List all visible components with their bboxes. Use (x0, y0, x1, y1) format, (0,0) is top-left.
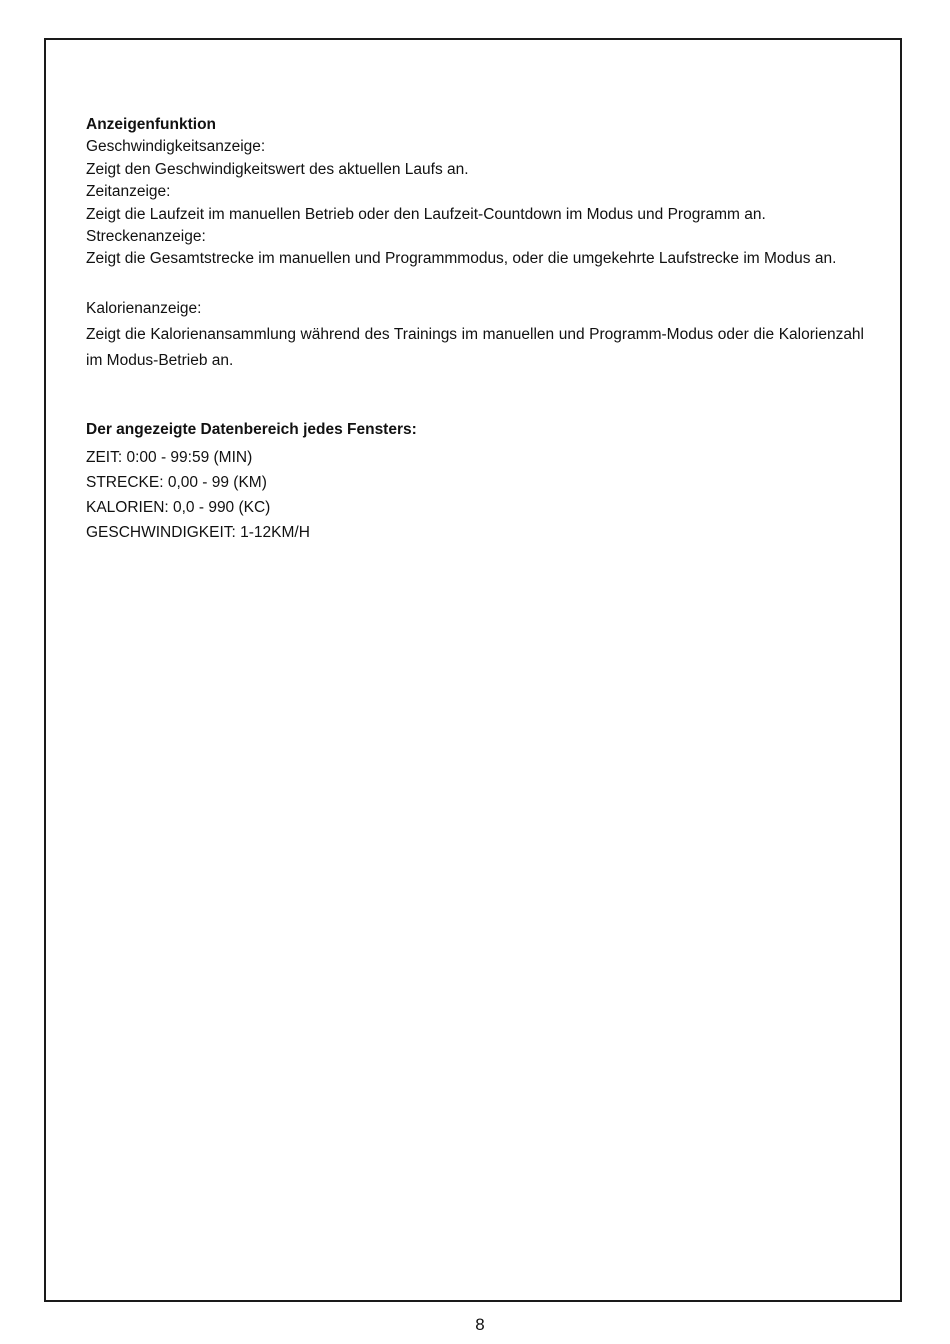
spacer (86, 271, 864, 298)
time-display-label: Zeitanzeige: (86, 183, 171, 201)
data-range-time: ZEIT: 0:00 - 99:59 (MIN) (86, 448, 253, 466)
page-content (86, 114, 864, 545)
display-function-heading: Anzeigenfunktion (86, 116, 217, 133)
data-range-calories: KALORIEN: 0,0 - 990 (KC) (86, 498, 271, 516)
data-range-distance: STRECKE: 0,00 - 99 (KM) (86, 473, 267, 491)
page-number: 8 (475, 1315, 485, 1334)
calorie-display-label: Kalorienanzeige: (86, 299, 202, 317)
spacer (86, 373, 864, 419)
speed-display-label: Geschwindigkeitsanzeige: (86, 138, 266, 156)
calorie-display-description: Zeigt die Kalorienansammlung während des Trainings im manuellen und Programm-Modus oder die Kalorienzahl im Modus-Betrieb an. (86, 326, 864, 369)
time-display-description: Zeigt die Laufzeit im manuellen Betrieb oder den Laufzeit-Countdown im Modus und Programm an. (86, 205, 766, 223)
distance-display-label: Streckenanzeige: (86, 228, 206, 246)
speed-display-description: Zeigt den Geschwindigkeitswert des aktuellen Laufs an. (86, 160, 469, 178)
data-range-speed: GESCHWINDIGKEIT: 1-12KM/H (86, 523, 310, 541)
distance-display-description: Zeigt die Gesamtstrecke im manuellen und Programmmodus, oder die umgekehrte Laufstrecke im Modus an. (86, 250, 837, 268)
data-range-heading: Der angezeigte Datenbereich jedes Fensters: (86, 421, 417, 439)
